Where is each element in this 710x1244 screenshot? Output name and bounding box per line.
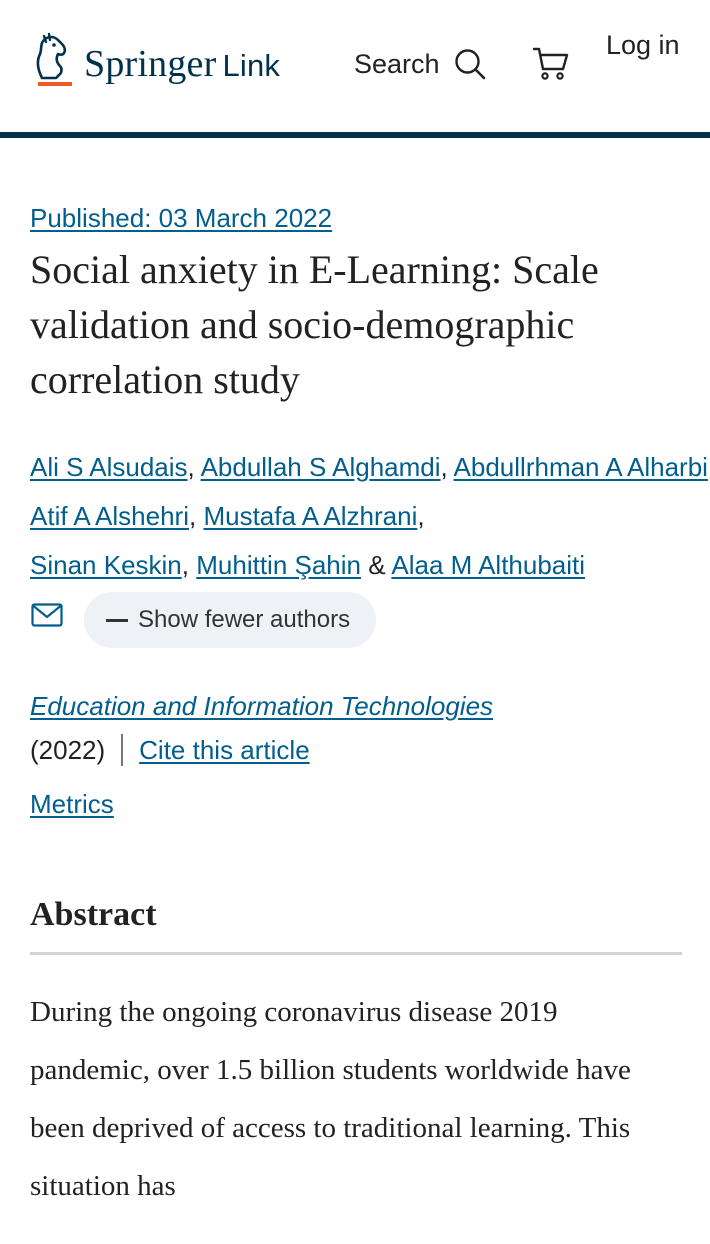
abstract-text: During the ongoing coronavirus disease 2019 pandemic, over 1.5 billion students worldwide have been deprived of access to traditional learning. This situation has xyxy=(30,996,631,1203)
show-fewer-authors-button[interactable] xyxy=(84,592,376,648)
cart-icon xyxy=(532,44,570,82)
author-separator: , xyxy=(181,550,189,580)
mail-icon xyxy=(31,603,63,627)
show-fewer-label: Show fewer authors xyxy=(138,606,351,633)
author-link[interactable]: Alaa M Althubaiti xyxy=(391,550,586,580)
author-link[interactable]: Atif A Alshehri xyxy=(30,501,189,531)
author-final-separator: & xyxy=(368,550,386,580)
author-separator: , xyxy=(187,452,195,482)
journal-info xyxy=(30,684,682,728)
author-separator: , xyxy=(417,501,425,531)
author-link[interactable]: Muhittin Şahin xyxy=(196,550,361,580)
publication-year: (2022) xyxy=(30,735,106,765)
author-list xyxy=(30,443,708,590)
article-main xyxy=(30,190,708,1244)
logo-accent-bar xyxy=(38,82,72,86)
brand-secondary: Link xyxy=(222,48,281,83)
springer-link-logo[interactable] xyxy=(28,32,280,92)
divider xyxy=(121,734,123,766)
citation-line xyxy=(30,728,682,772)
author-separator: , xyxy=(188,501,197,531)
author-line xyxy=(30,443,708,492)
journal-link[interactable]: Education and Information Technologies xyxy=(30,691,494,721)
header-divider xyxy=(0,132,710,138)
metrics-link[interactable]: Metrics xyxy=(30,789,114,819)
author-line xyxy=(30,492,682,541)
search-icon xyxy=(454,48,486,80)
metrics-section xyxy=(30,782,682,826)
site-header xyxy=(0,0,710,132)
author-actions xyxy=(30,592,682,648)
author-link[interactable]: Ali S Alsudais xyxy=(30,452,188,482)
login-link[interactable]: Log in xyxy=(606,30,680,60)
springer-horse-icon xyxy=(28,32,74,88)
cart-button[interactable] xyxy=(532,44,572,84)
author-link[interactable]: Abdullah S Alghamdi xyxy=(200,452,441,482)
cite-article-link[interactable]: Cite this article xyxy=(139,735,310,765)
search-button[interactable] xyxy=(354,44,486,84)
brand-name xyxy=(84,42,280,86)
author-link[interactable]: Sinan Keskin xyxy=(30,550,182,580)
author-separator: , xyxy=(440,452,448,482)
abstract-heading: Abstract xyxy=(30,896,682,955)
article-title: Social anxiety in E-Learning: Scale validation and socio-demographic correlation study xyxy=(30,247,599,402)
contact-author-button[interactable] xyxy=(30,598,64,632)
author-link[interactable]: Abdullrhman A Alharbi xyxy=(453,452,708,482)
author-link[interactable]: Mustafa A Alzhrani xyxy=(203,501,418,531)
published-date-link[interactable]: Published: 03 March 2022 xyxy=(30,203,333,233)
brand-primary: Springer xyxy=(84,43,217,85)
author-line xyxy=(30,541,682,590)
minus-icon xyxy=(106,619,128,622)
search-label: Search xyxy=(354,48,440,79)
